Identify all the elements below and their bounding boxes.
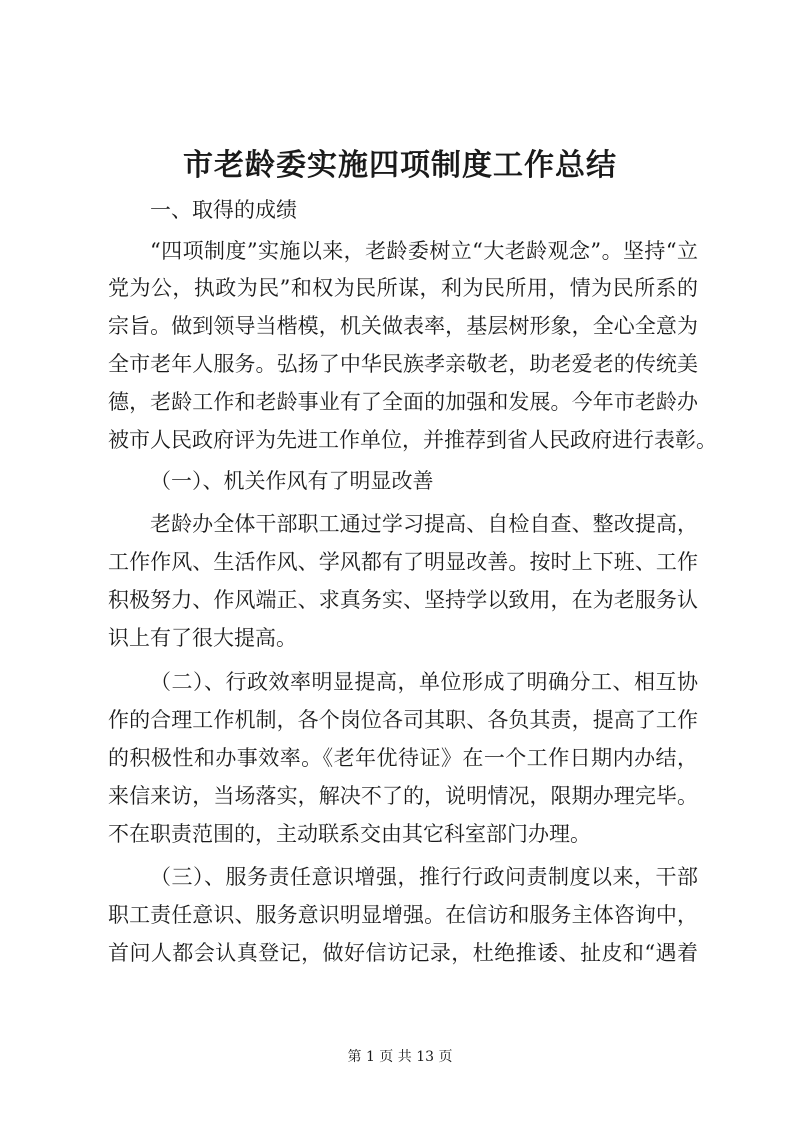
section-heading: 一、取得的成绩 <box>150 198 297 222</box>
paragraph-line: 全市老年人服务。弘扬了中华民族孝亲敬老，助老爱老的传统美 <box>108 352 698 376</box>
paragraph-line: 作的合理工作机制，各个岗位各司其职、各负其责，提高了工作 <box>108 708 698 732</box>
paragraph-line: 不在职责范围的，主动联系交由其它科室部门办理。 <box>108 822 591 846</box>
paragraph-line: 首问人都会认真登记，做好信访记录，杜绝推诿、扯皮和“遇着 <box>108 941 698 965</box>
paragraph-line: 德，老龄工作和老龄事业有了全面的加强和发展。今年市老龄办 <box>108 390 698 414</box>
subsection-heading: （一）、机关作风有了明显改善 <box>150 469 434 493</box>
paragraph-line: （二）、行政效率明显提高，单位形成了明确分工、相互协 <box>150 670 698 694</box>
paragraph-line: 老龄办全体干部职工通过学习提高、自检自查、整改提高， <box>150 512 698 536</box>
paragraph-line: 识上有了很大提高。 <box>108 626 297 650</box>
paragraph-line: 被市人民政府评为先进工作单位，并推荐到省人民政府进行表彰。 <box>108 428 717 452</box>
paragraph-line: “四项制度”实施以来，老龄委树立“大老龄观念”。坚持“立 <box>150 239 698 263</box>
paragraph-line: 党为公，执政为民”和权为民所谋，利为民所用，情为民所系的 <box>108 276 698 300</box>
page-footer: 第 1 页 共 13 页 <box>347 1049 453 1065</box>
paragraph-line: 来信来访，当场落实，解决不了的，说明情况，限期办理完毕。 <box>108 784 698 808</box>
paragraph-line: 职工责任意识、服务意识明显增强。在信访和服务主体咨询中， <box>108 903 698 927</box>
paragraph-line: 积极努力、作风端正、求真务实、坚持学以致用，在为老服务认 <box>108 588 698 612</box>
paragraph-line: 工作作风、生活作风、学风都有了明显改善。按时上下班、工作 <box>108 550 698 574</box>
paragraph-line: 的积极性和办事效率。《老年优待证》在一个工作日期内办结， <box>108 746 698 770</box>
document-title: 市老龄委实施四项制度工作总结 <box>183 148 617 183</box>
paragraph-line: 宗旨。做到领导当楷模，机关做表率，基层树形象，全心全意为 <box>108 314 698 338</box>
paragraph-line: （三）、服务责任意识增强，推行行政问责制度以来，干部 <box>150 865 698 889</box>
